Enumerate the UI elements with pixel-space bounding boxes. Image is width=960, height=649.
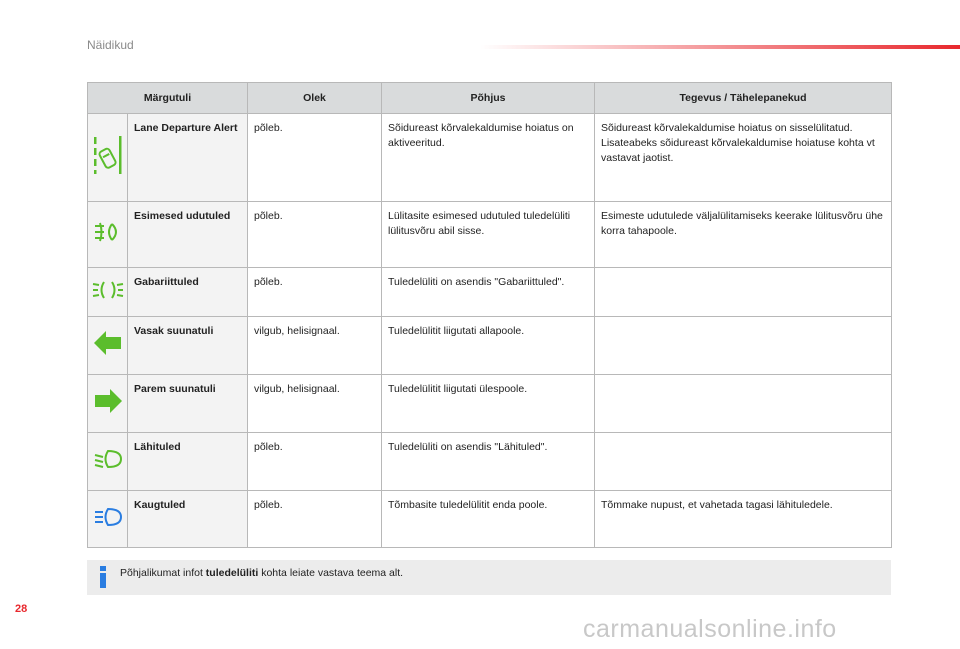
light-action [595, 268, 892, 317]
info-text-bold: tuledelüliti [205, 567, 259, 579]
light-name: Gabariittuled [128, 268, 248, 317]
table-row [88, 268, 892, 317]
left-turn-arrow-icon [88, 317, 128, 375]
column-header: Märgutuli [88, 83, 248, 114]
light-reason: Tõmbasite tuledelülitit enda poole. [382, 491, 595, 548]
light-state: põleb. [248, 491, 382, 548]
light-action [595, 433, 892, 491]
light-action [595, 317, 892, 375]
light-state: vilgub, helisignaal. [248, 375, 382, 433]
lane-departure-icon [88, 114, 128, 202]
table-row [88, 317, 892, 375]
info-icon [97, 565, 109, 594]
light-state: vilgub, helisignaal. [248, 317, 382, 375]
light-state: põleb. [248, 268, 382, 317]
light-reason: Tuledelülitit liigutati allapoole. [382, 317, 595, 375]
light-reason: Tuledelülitit liigutati ülespoole. [382, 375, 595, 433]
light-action [595, 375, 892, 433]
header-accent-bar [480, 45, 960, 49]
light-name: Parem suunatuli [128, 375, 248, 433]
light-state: põleb. [248, 114, 382, 202]
section-title: Näidikud [87, 38, 134, 52]
info-text-before: Põhjalikumat infot [120, 567, 206, 579]
light-reason: Lülitasite esimesed udutuled tuledelüliti lülitusvõru abil sisse. [382, 202, 595, 268]
info-text [120, 567, 403, 579]
light-name: Vasak suunatuli [128, 317, 248, 375]
front-fog-light-icon [88, 202, 128, 268]
light-action: Sõidureast kõrvalekaldumise hoiatus on sisselülitatud. Lisateabeks sõidureast kõrvalekaldumise hoiatuse kohta vt vastavat jaotist. [595, 114, 892, 202]
watermark: carmanualsonline.info [583, 615, 837, 643]
side-lights-icon [88, 268, 128, 317]
right-turn-arrow-icon [88, 375, 128, 433]
page-number: 28 [15, 603, 28, 615]
main-beam-icon [88, 491, 128, 548]
warning-lights-table [87, 82, 892, 548]
light-reason: Tuledelüliti on asendis "Lähituled". [382, 433, 595, 491]
table-row [88, 202, 892, 268]
light-name: Lähituled [128, 433, 248, 491]
dipped-beam-icon [88, 433, 128, 491]
table-row [88, 491, 892, 548]
column-header: Tegevus / Tähelepanekud [595, 83, 892, 114]
light-state: põleb. [248, 202, 382, 268]
light-reason: Tuledelüliti on asendis "Gabariittuled". [382, 268, 595, 317]
table-row [88, 433, 892, 491]
light-state: põleb. [248, 433, 382, 491]
light-action: Tõmmake nupust, et vahetada tagasi lähituledele. [595, 491, 892, 548]
column-header: Olek [248, 83, 382, 114]
light-action: Esimeste udutulede väljalülitamiseks keerake lülitusvõru ühe korra tahapoole. [595, 202, 892, 268]
column-header: Põhjus [382, 83, 595, 114]
table-row [88, 114, 892, 202]
table-header-row [88, 83, 892, 114]
light-name: Lane Departure Alert [128, 114, 248, 202]
info-text-after: kohta leiate vastava teema alt. [258, 567, 404, 579]
table-row [88, 375, 892, 433]
info-note [87, 560, 891, 595]
light-reason: Sõidureast kõrvalekaldumise hoiatus on aktiveeritud. [382, 114, 595, 202]
light-name: Esimesed udutuled [128, 202, 248, 268]
light-name: Kaugtuled [128, 491, 248, 548]
